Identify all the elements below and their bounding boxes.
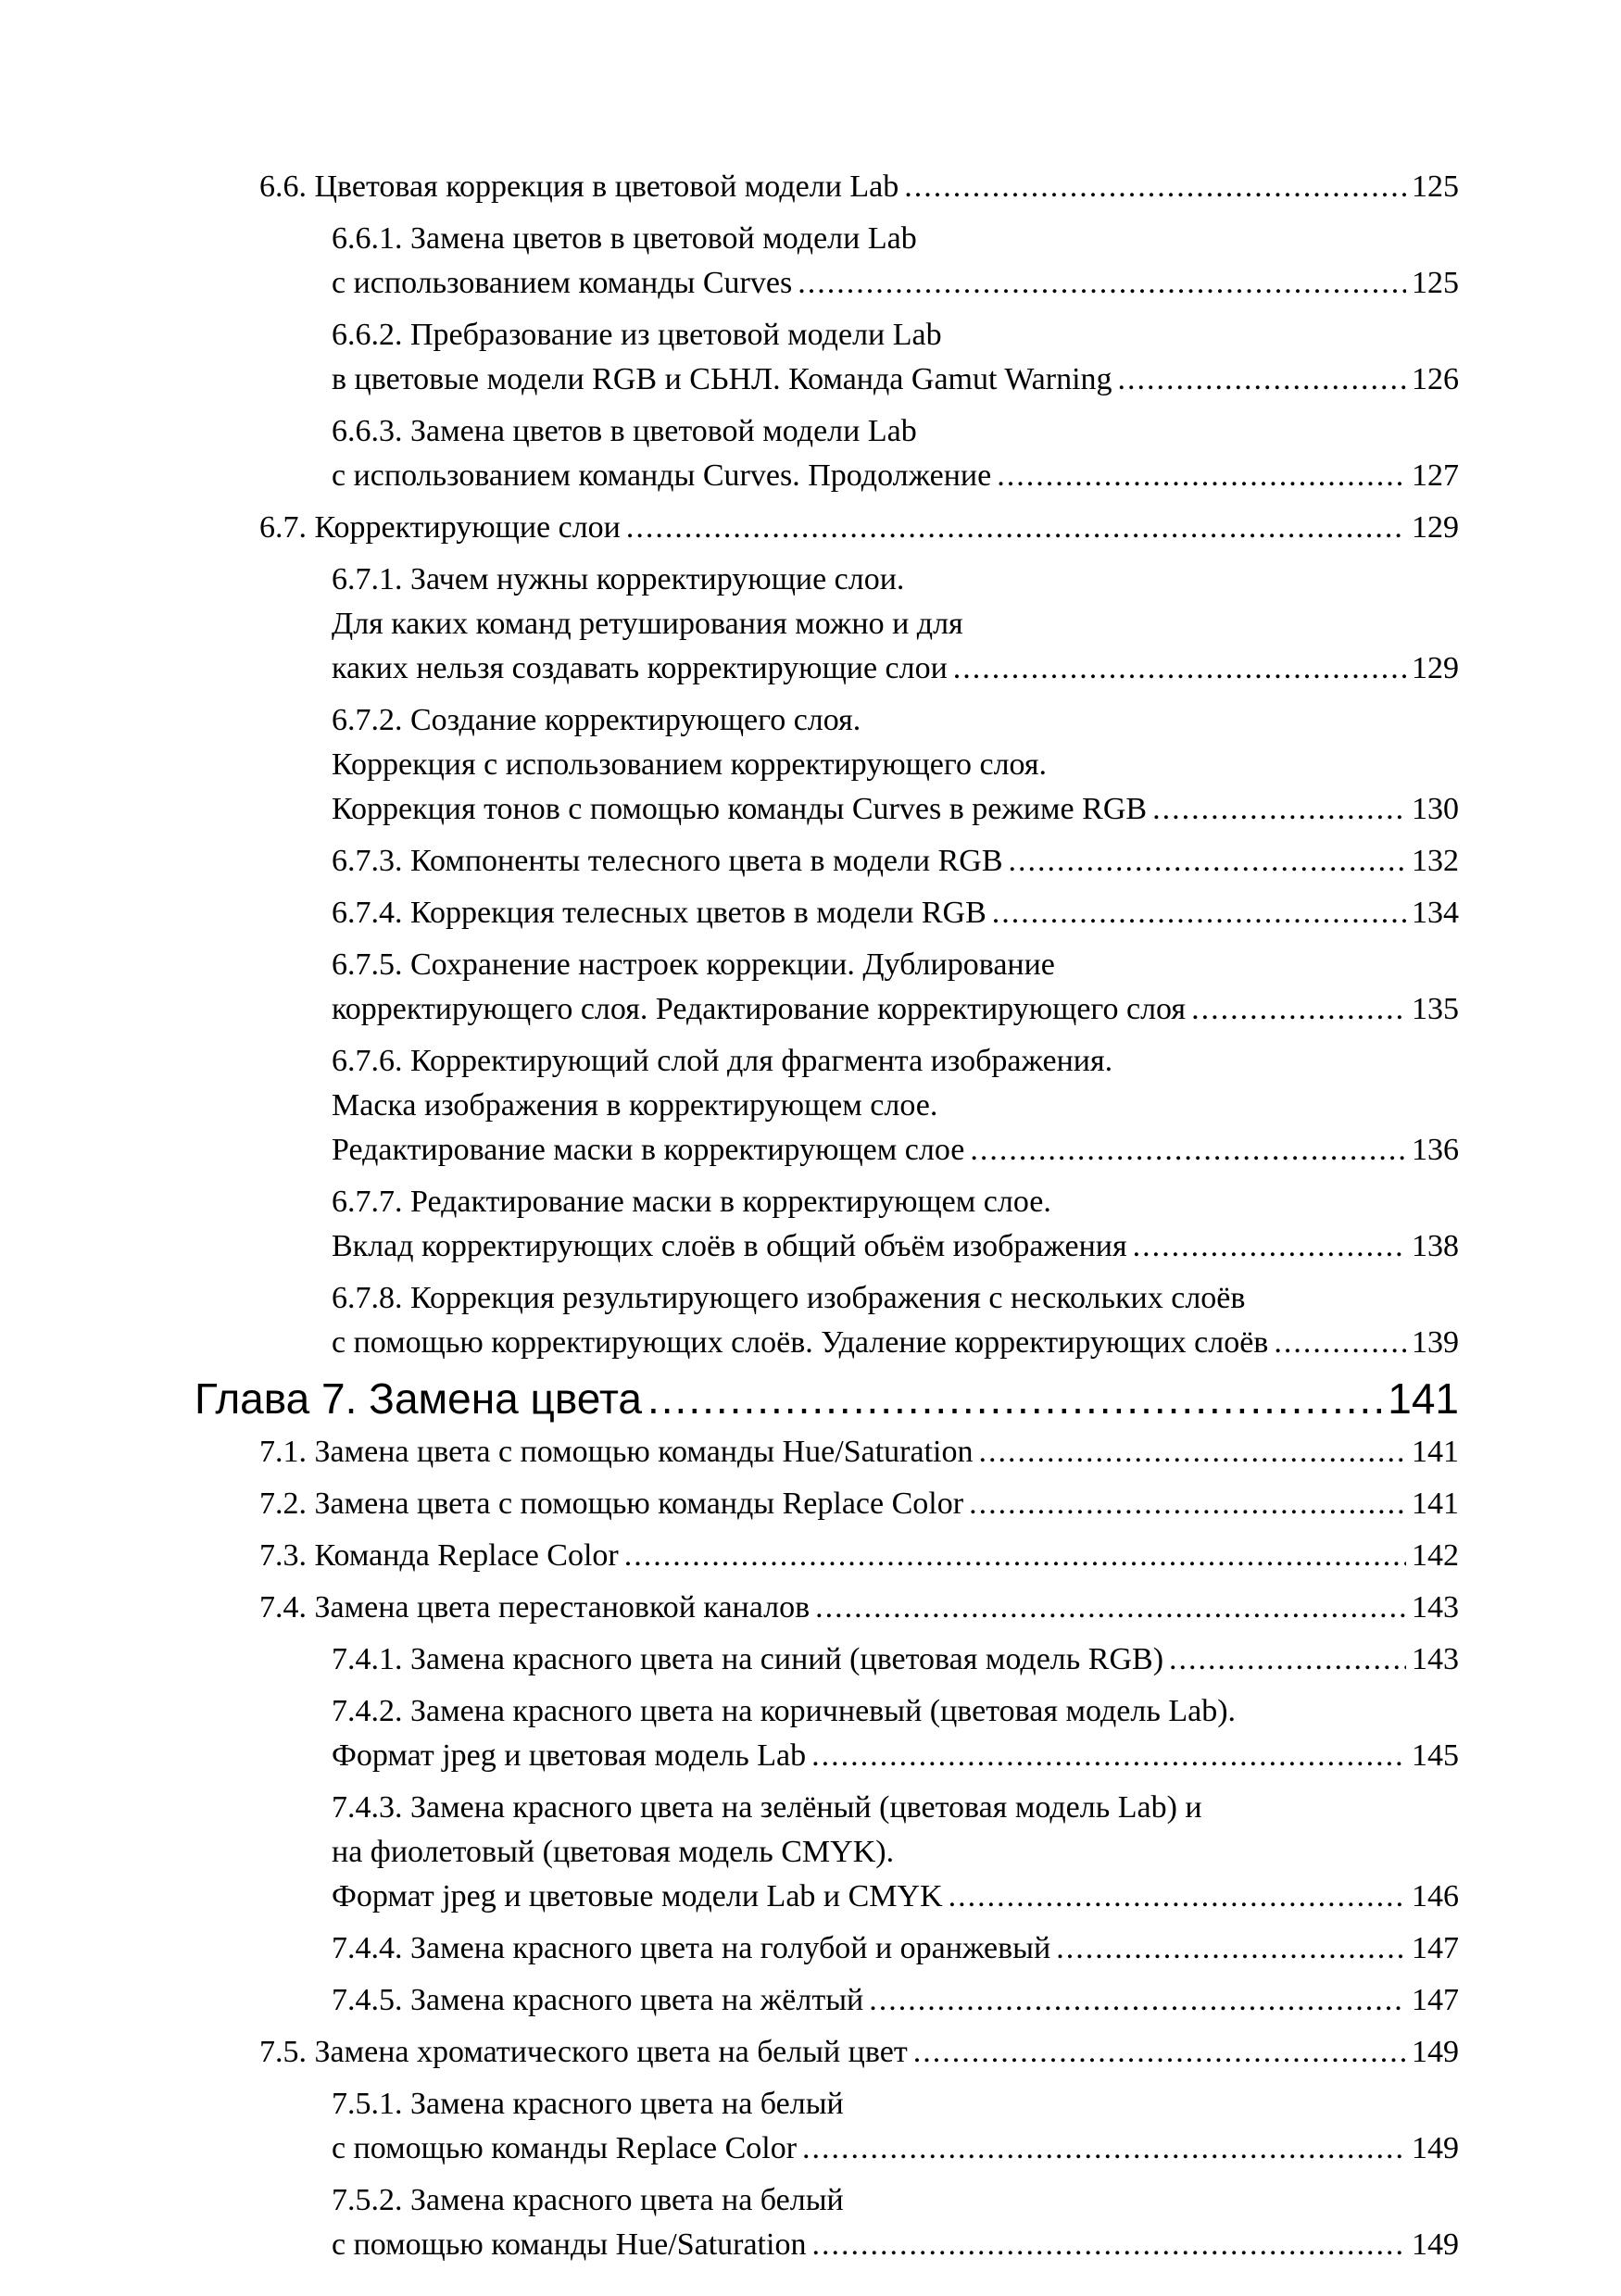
dot-leader	[624, 1534, 1406, 1578]
toc-chapter-heading	[195, 1373, 1459, 1424]
toc-entry-line: 7.4.2. Замена красного цвета на коричневый (цветовая модель Lab).	[332, 1694, 1237, 1728]
dot-leader	[949, 1875, 1406, 1919]
toc-entry-title: 7.4.5. Замена красного цвета на жёлтый	[332, 1983, 864, 2017]
toc-entry-last-line	[332, 1734, 1459, 1778]
toc-entry-line: Маска изображения в корректирующем слое.	[332, 1088, 938, 1123]
toc-page-number: 149	[1412, 2035, 1459, 2069]
dot-leader	[626, 506, 1406, 550]
toc-entry-title: каких нельзя создавать корректирующие слои	[332, 651, 948, 685]
dot-leader	[1169, 1637, 1406, 1682]
toc-entry-last-line	[332, 787, 1459, 832]
toc-entry-title: 6.7.4. Коррекция телесных цветов в модели RGB	[332, 896, 986, 930]
toc-page-number: 135	[1412, 992, 1459, 1026]
toc-page-number: 143	[1412, 1642, 1459, 1676]
toc-page-number: 147	[1412, 1983, 1459, 2017]
toc-entry-last-line	[332, 2223, 1459, 2267]
toc-entry-title: 6.7.3. Компоненты телесного цвета в модели RGB	[332, 844, 1003, 878]
toc-page-number: 143	[1412, 1590, 1459, 1625]
toc-entry-last-line	[332, 1978, 1459, 2023]
dot-leader	[997, 454, 1406, 498]
toc-entry	[332, 2082, 1459, 2171]
toc-entry	[259, 1586, 1459, 1630]
toc-entry	[332, 1039, 1459, 1173]
dot-leader	[913, 2030, 1406, 2075]
dot-leader	[815, 1586, 1406, 1630]
toc-entry	[332, 2178, 1459, 2267]
toc-entry-last-line	[259, 506, 1459, 550]
toc-entry	[259, 1430, 1459, 1474]
dot-leader	[1118, 358, 1406, 402]
toc-entry-last-line	[332, 1637, 1459, 1682]
toc-entry	[332, 1637, 1459, 1682]
toc-entry-title: 7.1. Замена цвета с помощью команды Hue/Saturation	[259, 1435, 974, 1469]
toc-entry-title: Глава 7. Замена цвета	[195, 1374, 642, 1423]
toc-entry-title: Формат jpeg и цветовые модели Lab и CMYK	[332, 1879, 943, 1913]
toc-page-number: 125	[1412, 266, 1459, 300]
toc-entry-line: 7.4.3. Замена красного цвета на зелёный (цветовая модель Lab) и	[332, 1790, 1202, 1825]
toc-entry-title: 7.4.1. Замена красного цвета на синий (цветовая модель RGB)	[332, 1642, 1164, 1676]
toc-page-number: 146	[1412, 1879, 1459, 1913]
dot-leader	[802, 2127, 1406, 2171]
toc-entry	[332, 1180, 1459, 1269]
toc-page-number: 130	[1412, 792, 1459, 826]
toc-entry-last-line	[332, 646, 1459, 691]
dot-leader	[869, 1978, 1406, 2023]
toc-entry-last-line	[332, 358, 1459, 402]
toc-entry-last-line	[195, 1373, 1459, 1424]
toc-page-number: 129	[1412, 510, 1459, 545]
dot-leader	[978, 1430, 1406, 1474]
toc-entry-title: с помощью корректирующих слоёв. Удаление корректирующих слоёв	[332, 1325, 1269, 1360]
toc-page-number: 149	[1412, 2227, 1459, 2262]
dot-leader	[811, 2223, 1406, 2267]
toc-entry-title: 7.4. Замена цвета перестановкой каналов	[259, 1590, 810, 1625]
toc-entry-last-line	[332, 454, 1459, 498]
toc-entry-line: 6.6.1. Замена цветов в цветовой модели Lab	[332, 221, 917, 256]
table-of-contents	[0, 165, 1621, 2275]
toc-entry-title: с использованием команды Curves	[332, 266, 793, 300]
toc-entry-title: 7.4.4. Замена красного цвета на голубой и оранжевый	[332, 1931, 1051, 1965]
toc-entry	[332, 1926, 1459, 1971]
toc-entry-line: 6.7.7. Редактирование маски в корректирующем слое.	[332, 1185, 1051, 1219]
toc-entry-line: 7.5.2. Замена красного цвета на белый	[332, 2183, 844, 2217]
toc-entry-last-line	[259, 1430, 1459, 1474]
dot-leader	[1191, 987, 1406, 1032]
toc-page-number: 141	[1388, 1374, 1459, 1423]
toc-entry	[332, 558, 1459, 691]
toc-entry	[332, 217, 1459, 306]
toc-page-number: 139	[1412, 1325, 1459, 1360]
toc-entry-last-line	[332, 261, 1459, 306]
toc-entry-title: 7.3. Команда Replace Color	[259, 1538, 619, 1573]
toc-entry-line: Коррекция с использованием корректирующего слоя.	[332, 747, 1048, 782]
toc-entry-last-line	[332, 839, 1459, 884]
toc-entry	[332, 1689, 1459, 1778]
toc-page-number: 142	[1412, 1538, 1459, 1573]
toc-entry-line: на фиолетовый (цветовая модель CMYK).	[332, 1835, 895, 1869]
dot-leader	[969, 1482, 1406, 1526]
toc-page-number: 132	[1412, 844, 1459, 878]
toc-entry	[332, 839, 1459, 884]
toc-page-number: 136	[1412, 1133, 1459, 1167]
toc-entry-last-line	[332, 2127, 1459, 2171]
dot-leader	[811, 1734, 1406, 1778]
toc-entry-title: с использованием команды Curves. Продолжение	[332, 458, 992, 493]
toc-page-number: 126	[1412, 362, 1459, 396]
toc-entry-title: корректирующего слоя. Редактирование корректирующего слоя	[332, 992, 1187, 1026]
toc-page-number: 125	[1412, 169, 1459, 204]
toc-entry-line: 7.5.1. Замена красного цвета на белый	[332, 2087, 844, 2121]
toc-entry-title: 6.6. Цветовая коррекция в цветовой модели Lab	[259, 169, 899, 204]
toc-entry	[332, 1786, 1459, 1919]
toc-entry-last-line	[332, 1321, 1459, 1365]
toc-entry-title: 7.5. Замена хроматического цвета на белый цвет	[259, 2035, 908, 2069]
toc-entry-last-line	[332, 1926, 1459, 1971]
toc-entry-title: с помощью команды Hue/Saturation	[332, 2227, 807, 2262]
toc-entry-line: 6.7.5. Сохранение настроек коррекции. Дублирование	[332, 947, 1055, 982]
toc-entry-last-line	[259, 1534, 1459, 1578]
toc-entry-title: Редактирование маски в корректирующем слое	[332, 1133, 965, 1167]
toc-entry	[332, 943, 1459, 1032]
toc-page-number: 134	[1412, 896, 1459, 930]
dot-leader	[904, 165, 1406, 209]
toc-entry	[332, 1276, 1459, 1365]
toc-entry-title: Вклад корректирующих слоёв в общий объём изображения	[332, 1229, 1127, 1263]
dot-leader	[953, 646, 1406, 691]
toc-page-number: 141	[1412, 1487, 1459, 1521]
toc-entry-line: 6.7.1. Зачем нужны корректирующие слои.	[332, 562, 905, 596]
toc-entry-line: 6.6.3. Замена цветов в цветовой модели Lab	[332, 414, 917, 448]
toc-entry	[332, 698, 1459, 832]
dot-leader	[992, 891, 1406, 935]
toc-entry	[332, 313, 1459, 402]
dot-leader	[1056, 1926, 1406, 1971]
toc-entry-last-line	[259, 2030, 1459, 2075]
dot-leader	[798, 261, 1406, 306]
toc-entry	[332, 891, 1459, 935]
toc-entry-last-line	[332, 1875, 1459, 1919]
toc-page-number: 127	[1412, 458, 1459, 493]
toc-entry-title: Коррекция тонов с помощью команды Curves в режиме RGB	[332, 792, 1148, 826]
toc-entry-last-line	[332, 1224, 1459, 1269]
toc-entry	[259, 2030, 1459, 2075]
toc-entry	[259, 1534, 1459, 1578]
toc-entry-last-line	[259, 1586, 1459, 1630]
toc-entry-title: в цветовые модели RGB и СЬНЛ. Команда Gamut Warning	[332, 362, 1112, 396]
toc-entry-title: с помощью команды Replace Color	[332, 2131, 798, 2165]
dot-leader	[1009, 839, 1406, 884]
toc-entry	[259, 165, 1459, 209]
toc-entry-title: 6.7. Корректирующие слои	[259, 510, 621, 545]
toc-entry-last-line	[259, 1482, 1459, 1526]
toc-entry-line: 6.6.2. Пребразование из цветовой модели Lab	[332, 318, 942, 352]
toc-entry-last-line	[332, 1128, 1459, 1173]
toc-entry	[332, 409, 1459, 498]
toc-entry-last-line	[332, 987, 1459, 1032]
toc-page-number: 141	[1412, 1435, 1459, 1469]
toc-entry-title: 7.2. Замена цвета с помощью команды Replace Color	[259, 1487, 964, 1521]
toc-page-number: 145	[1412, 1738, 1459, 1773]
toc-entry-last-line	[259, 165, 1459, 209]
toc-page-number: 147	[1412, 1931, 1459, 1965]
dot-leader	[647, 1373, 1382, 1424]
dot-leader	[1152, 787, 1406, 832]
toc-page-number: 149	[1412, 2131, 1459, 2165]
dot-leader	[1274, 1321, 1406, 1365]
toc-entry-title: Формат jpeg и цветовая модель Lab	[332, 1738, 807, 1773]
toc-entry-line: Для каких команд ретуширования можно и для	[332, 607, 963, 641]
toc-entry	[332, 1978, 1459, 2023]
toc-entry	[259, 506, 1459, 550]
toc-page-number: 138	[1412, 1229, 1459, 1263]
toc-entry-line: 6.7.2. Создание корректирующего слоя.	[332, 703, 861, 737]
toc-entry-line: 6.7.8. Коррекция результирующего изображения с нескольких слоёв	[332, 1281, 1246, 1315]
toc-entry-line: 6.7.6. Корректирующий слой для фрагмента изображения.	[332, 1044, 1113, 1078]
dot-leader	[970, 1128, 1406, 1173]
toc-entry-last-line	[332, 891, 1459, 935]
toc-page-number: 129	[1412, 651, 1459, 685]
toc-entry	[259, 1482, 1459, 1526]
dot-leader	[1133, 1224, 1406, 1269]
